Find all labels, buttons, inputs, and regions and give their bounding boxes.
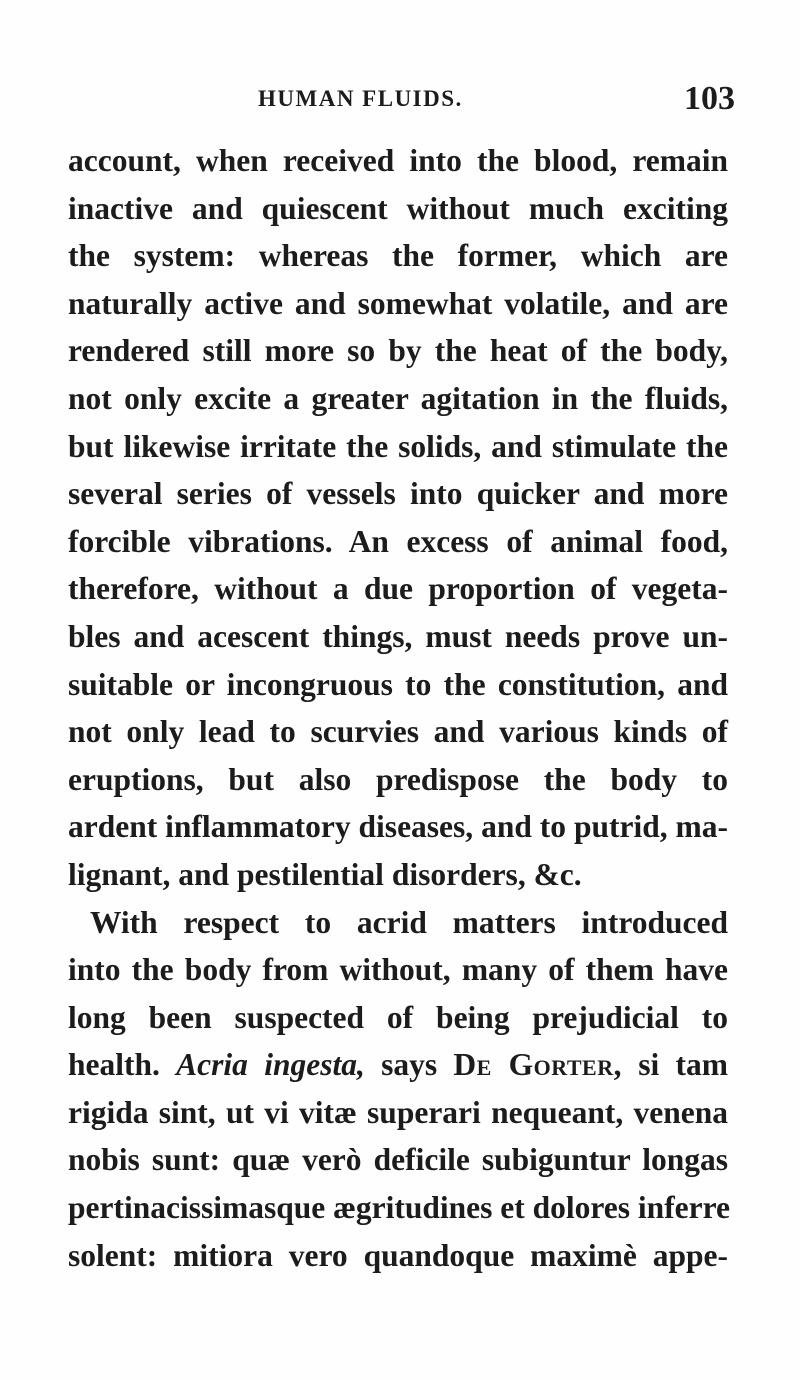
text-line: long been suspected of being prejudicial to (68, 999, 728, 1035)
text-line: therefore, without a due proportion of vegeta- (68, 571, 728, 607)
text-line-quotation-intro (68, 1041, 728, 1089)
text-line: but likewise irritate the solids, and stimulate the (68, 428, 728, 464)
text-line: the system: whereas the former, which are (68, 238, 728, 274)
text-line: bles and acescent things, must needs prove un- (68, 618, 728, 654)
text-line: nobis sunt: quæ verò deficile subiguntur longas (68, 1142, 728, 1178)
text-line: not only lead to scurvies and various kinds of (68, 714, 728, 750)
page-number: 103 (684, 80, 735, 117)
text-fragment: says (364, 1047, 454, 1083)
text-line: not only excite a greater agitation in the fluids, (68, 380, 728, 416)
text-line: solent: mitiora vero quandoque maximè appe- (68, 1237, 728, 1273)
text-line: pertinacissimasque ægritudines et dolores inferre (68, 1190, 731, 1226)
body-text (68, 137, 731, 1279)
text-line-paragraph-end: lignant, and pestilential disorders, &c. (68, 856, 582, 892)
text-line: suitable or incongruous to the constitution, and (68, 666, 728, 702)
text-line: rigida sint, ut vi vitæ superari nequeant, venena (68, 1094, 728, 1130)
text-line: ardent inflammatory diseases, and to putrid, ma- (68, 809, 728, 845)
text-line: inactive and quiescent without much exciting (68, 190, 728, 226)
text-line-paragraph-start: With respect to acrid matters introduced (90, 904, 728, 940)
text-line: eruptions, but also predispose the body to (68, 761, 728, 797)
author-name: De Gorter, (453, 1047, 622, 1083)
text-fragment: si tam (621, 1047, 729, 1083)
text-line: account, when received into the blood, remain (68, 143, 728, 178)
text-line: several series of vessels into quicker and more (68, 476, 728, 512)
text-line: rendered still more so by the heat of the body, (68, 333, 728, 369)
running-title: HUMAN FLUIDS. (258, 86, 463, 111)
latin-italic-phrase: Acria ingesta, (176, 1047, 365, 1083)
text-line: naturally active and somewhat volatile, and are (68, 285, 728, 321)
running-head (0, 80, 800, 120)
text-fragment: health. (68, 1047, 177, 1083)
text-line: into the body from without, many of them have (68, 952, 728, 988)
text-line: forcible vibrations. An excess of animal food, (68, 523, 728, 559)
